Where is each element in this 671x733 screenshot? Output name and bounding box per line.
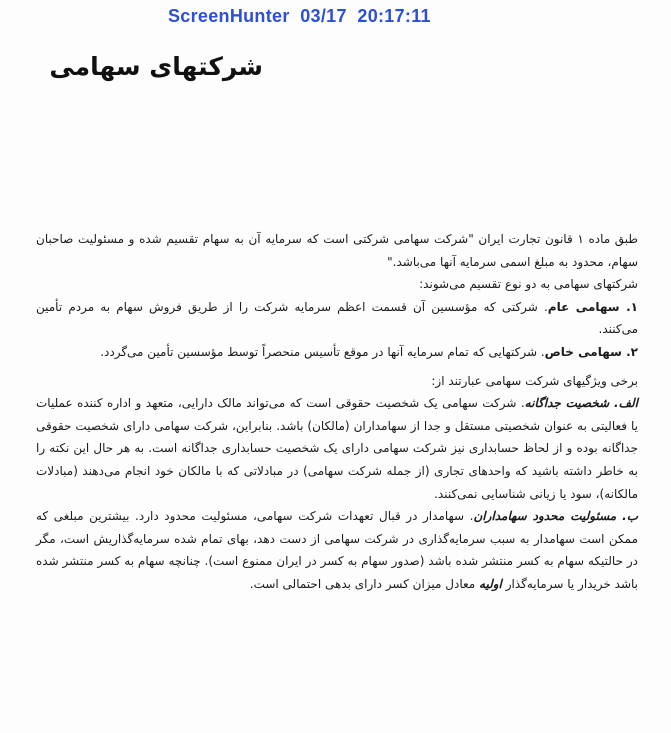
type-public-item [36, 296, 638, 341]
feature-a-paragraph [36, 392, 638, 505]
body-text [36, 228, 638, 596]
types-intro-text: شرکتهای سهامی به دو نوع تقسیم می‌شوند: [419, 277, 638, 292]
feature-b-text-before: . سهامدار در قبال تعهدات شرکت سهامی، مسئولیت محدود دارد. بیشترین مبلغی که ممکن است سهامدار به سبب سرمایه‌گذاری در شرکت سهامی از دست دهد، بهای تمام شده سرمایه‌گذاریش است، مگر در حالتیکه سهام به کسر منتشر شده باشد (صدور سهام به کسر در ایران ممنوع است). چنانچه سهام به کسر منتشر شده باشد خریدار یا سرمایه‌گذار [36, 509, 638, 591]
feature-b-emphasis: اولیه [479, 576, 502, 591]
type-private-item [36, 341, 638, 364]
type-public-label: ۱. سهامی عام [547, 299, 638, 314]
definition-text: طبق ماده ۱ قانون تجارت ایران "شرکت سهامی شرکتی است که سرمایه آن به سهام تقسیم شده و مسئولیت صاحبان سهام، محدود به مبلغ اسمی سرمایه آنها می‌باشد." [36, 232, 638, 269]
screenhunter-timestamp: ScreenHunter 03/17 20:17:11 [168, 6, 431, 26]
feature-a-label: الف. شخصیت جداگانه [524, 396, 638, 411]
definition-paragraph [36, 228, 638, 273]
types-intro [36, 273, 638, 296]
features-intro-text: برخی ویژگیهای شرکت سهامی عبارتند از: [431, 373, 638, 388]
page-title: شرکتهای سهامی [49, 52, 263, 81]
type-private-text: . شرکتهایی که تمام سرمایه آنها در موقع تأسیس منحصراً توسط مؤسسین تأمین می‌گردد. [100, 344, 545, 359]
feature-b-paragraph [36, 505, 638, 595]
feature-a-text: . شرکت سهامی یک شخصیت حقوقی است که می‌تواند مالک دارایی، متعهد و اداره کننده عملیات یا فعالیتی به عنوان شخصیتی مستقل و جدا از سهامداران (مالکان) باشد. بنابراین، شرکت سهامی دارای شخصیت حقوقی جداگانه بوده و از لحاظ حسابداری نیز شرکت سهامی دارای یک شخصیت حسابداری جداگانه است. به هر حال این نکته را به خاطر داشته باشید که واحدهای تجاری (از جمله شرکت سهامی) در مبادلاتی که با مالکان خود انجام می‌دهند (مبادلات مالکانه)، سود یا زیانی شناسایی نمی‌کنند. [36, 396, 638, 501]
features-intro [36, 370, 638, 393]
type-private-label: ۲. سهامی خاص [544, 344, 638, 359]
feature-b-label: ب. مسئولیت محدود سهامداران [473, 509, 638, 524]
type-public-text: . شرکتی که مؤسسین آن قسمت اعظم سرمایه شرکت را از طریق فروش سهام به مردم تأمین می‌کنند. [36, 299, 638, 337]
feature-b-text-after: معادل میزان کسر دارای بدهی احتمالی است. [249, 576, 476, 591]
